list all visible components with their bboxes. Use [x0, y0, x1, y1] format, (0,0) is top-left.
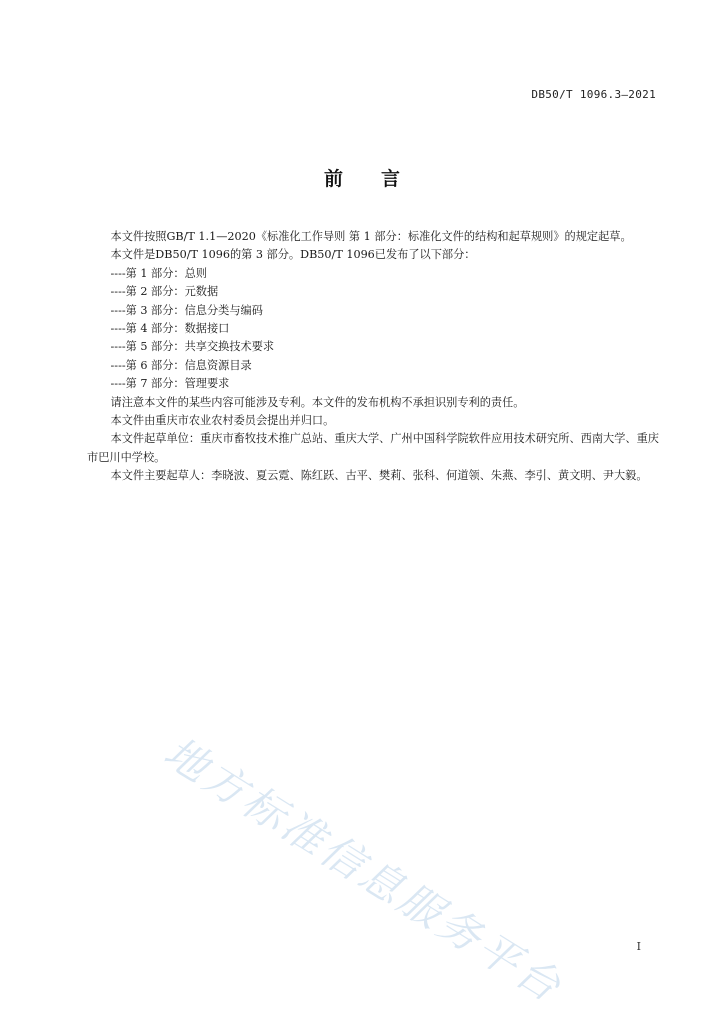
- paragraph-series-parts: 本文件是DB50/T 1096的第 3 部分。DB50/T 1096已发布了以下部分：: [110, 248, 476, 262]
- list-item-part-6: ----第 6 部分：信息资源目录: [110, 358, 252, 372]
- paragraph-patent-notice: 请注意本文件的某些内容可能涉及专利。本文件的发布机构不承担识别专利的责任。: [110, 395, 525, 409]
- paragraph-drafting-rules: 本文件按照GB/T 1.1—2020《标准化工作导则 第 1 部分：标准化文件的结构和起草规则》的规定起草。: [110, 230, 632, 243]
- list-item-part-1: ----第 1 部分：总则: [110, 266, 207, 280]
- list-item-part-4: ----第 4 部分：数据接口: [110, 322, 230, 336]
- paragraph-drafting-units: 本文件起草单位：重庆市畜牧技术推广总站、重庆大学、广州中国科学院软件应用技术研究所、西南大学、重庆市巴川中学校。: [87, 432, 659, 464]
- list-item-part-2: ----第 2 部分：元数据: [110, 285, 219, 299]
- document-code: DB50/T 1096.3—2021: [531, 88, 656, 101]
- page-title: 前言: [323, 168, 438, 190]
- paragraph-drafters: 本文件主要起草人：李晓波、夏云霓、陈红跃、古平、樊莉、张科、何道领、朱燕、李引、黄文明、尹大毅。: [110, 469, 648, 483]
- list-item-part-7: ----第 7 部分：管理要求: [110, 377, 230, 391]
- list-item-part-3: ----第 3 部分：信息分类与编码: [110, 303, 263, 317]
- watermark: 地方标准信息服务平台: [155, 727, 572, 1013]
- page-number: I: [636, 940, 641, 953]
- list-item-part-5: ----第 5 部分：共享交换技术要求: [110, 340, 275, 354]
- paragraph-proposer: 本文件由重庆市农业农村委员会提出并归口。: [110, 414, 335, 428]
- foreword-body: [87, 228, 659, 486]
